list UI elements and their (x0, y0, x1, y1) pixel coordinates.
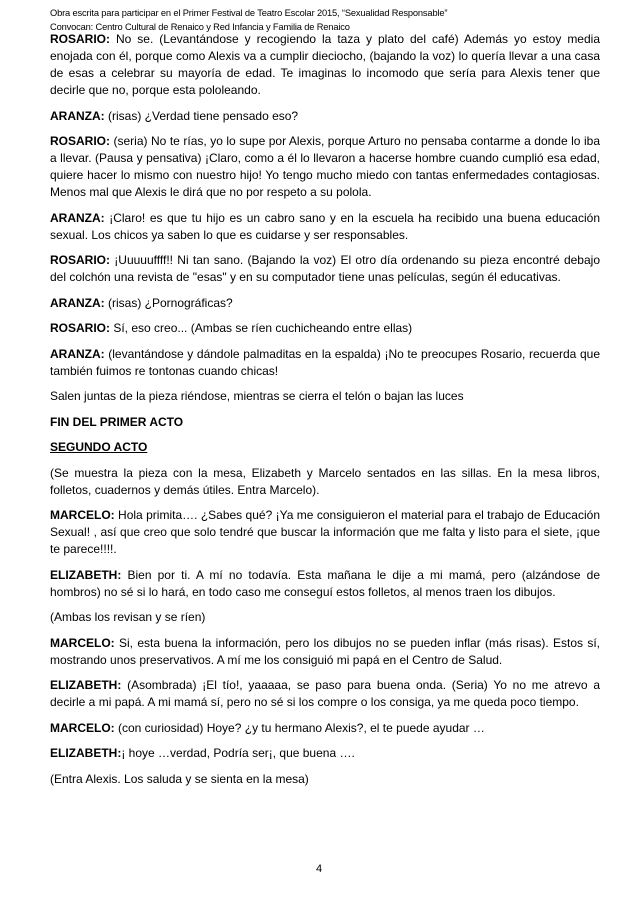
dialogue-line (50, 210, 600, 244)
dialogue-line (50, 346, 600, 380)
speaker-name: ARANZA: (50, 108, 105, 123)
dialogue-line (50, 252, 600, 286)
speaker-name: ELIZABETH: (50, 678, 122, 692)
stage-direction (50, 609, 600, 626)
header-line-1: Obra escrita para participar en el Primer Festival de Teatro Escolar 2015, “Sexualidad Responsable” (50, 8, 448, 18)
speaker-name: ROSARIO: (50, 32, 110, 46)
stage-direction (50, 771, 600, 788)
line-text: Salen juntas de la pieza riéndose, mientras se cierra el telón o bajan las luces (50, 389, 464, 403)
stage-direction (50, 388, 600, 405)
speaker-name: ELIZABETH: (50, 567, 122, 582)
speaker-name: ARANZA: (50, 210, 105, 225)
speaker-name: ROSARIO: (50, 134, 110, 148)
dialogue-line (50, 567, 600, 601)
speaker-name: ROSARIO: (50, 321, 110, 335)
page-header (50, 6, 610, 34)
line-text: Hola primita…. ¿Sabes qué? ¡Ya me consiguieron el material para el trabajo de Educación Sexual! , así que creo que solo tendré que buscar la información que me falta y listo para el siete, ¡que te parece!!!!. (50, 508, 600, 556)
dialogue-line (50, 295, 600, 312)
line-text: (Asombrada) ¡El tío!, yaaaaa, se paso para buena onda. (Seria) Yo no me atrevo a decirle a mi papá. A mi mamá sí, pero no sé si los compre o los consiga, ya me queda poco tiempo. (50, 678, 600, 709)
script-body (50, 31, 600, 796)
stage-direction (50, 465, 600, 499)
line-text: (con curiosidad) Hoye? ¿y tu hermano Alexis?, el te puede ayudar … (114, 720, 485, 735)
line-text: (risas) ¿Verdad tiene pensado eso? (104, 108, 299, 123)
dialogue-line (50, 635, 600, 669)
dialogue-line (50, 108, 600, 125)
line-text: (Se muestra la pieza con la mesa, Elizabeth y Marcelo sentados en las sillas. En la mesa libros, folletos, cuadernos y demás útiles. Entra Marcelo). (50, 465, 600, 497)
header-line-2: Convocan: Centro Cultural de Renaico y Red Infancia y Familia de Renaico (50, 22, 350, 32)
line-text: (Entra Alexis. Los saluda y se sienta en la mesa) (50, 771, 309, 786)
line-text: (risas) ¿Pornográficas? (104, 295, 233, 310)
dialogue-line (50, 320, 600, 337)
line-text: Sí, eso creo... (Ambas se ríen cuchicheando entre ellas) (110, 321, 413, 335)
line-text: Si, esta buena la información, pero los dibujos no se pueden inflar (más risas). Estos sí, mostrando unos preservativos. A mí me los consiguió mi papá en el Centro de Salud. (50, 635, 600, 667)
speaker-name: MARCELO: (50, 635, 115, 650)
line-text: Bien por ti. A mí no todavía. Esta mañana le dije a mi mamá, pero (alzándose de hombros) no sé si lo hará, en todo caso me conseguí estos folletos, al menos traen los dibujos. (50, 567, 600, 599)
line-text: (Ambas los revisan y se ríen) (50, 610, 206, 624)
speaker-name: ROSARIO: (50, 253, 110, 267)
dialogue-line (50, 507, 600, 558)
act-heading: SEGUNDO ACTO (50, 440, 148, 454)
line-text: (seria) No te rías, yo lo supe por Alexis, porque Arturo no pensaba contarme a donde lo iba a llevar. (Pausa y pensativa) ¡Claro, como a él lo llevaron a hacerse hombre cuando cumplió esa edad, quiere hacer lo mismo con nuestro hijo! Yo tengo mucho miedo con tantas enfermedades contagiosas. Menos mal que Alexis le dirá que no por respeto a su polola. (50, 134, 600, 199)
line-text: (levantándose y dándole palmaditas en la espalda) ¡No te preocupes Rosario, recuerda que también fuimos re tontonas cuando chicas! (50, 346, 600, 378)
speaker-name: MARCELO: (50, 720, 115, 735)
page-number: 4 (315, 863, 323, 875)
line-text: ¡Claro! es que tu hijo es un cabro sano y en la escuela ha recibido una buena educación sexual. Los chicos ya saben lo que es cuidarse y ser responsables. (50, 210, 600, 242)
line-text: No se. (Levantándose y recogiendo la taza y plato del café) Además yo estoy media enojada con él, porque como Alexis va a cumplir dieciocho, (bajando la voz) lo quería llevar a una casa de esas a celebrar su mayoría de edad. Te imaginas lo incomodo que sería para Alexis tener que decirle que no, porque esta pololeando. (50, 32, 600, 97)
dialogue-line (50, 133, 600, 201)
speaker-name: MARCELO: (50, 508, 115, 522)
line-text: ¡Uuuuuffff!! Ni tan sano. (Bajando la voz) El otro día ordenando su pieza encontré debajo del colchón una revista de "esas" y en su computador tiene unas películas, según él educativas. (50, 253, 600, 284)
line-text: ¡ hoye …verdad, Podría ser¡, que buena …. (121, 746, 355, 760)
dialogue-line (50, 31, 600, 99)
dialogue-line (50, 720, 600, 737)
dialogue-line (50, 677, 600, 711)
speaker-name: ARANZA: (50, 295, 105, 310)
speaker-name: ARANZA: (50, 346, 105, 361)
act-heading: FIN DEL PRIMER ACTO (50, 414, 184, 429)
speaker-name: ELIZABETH: (50, 746, 122, 760)
dialogue-line (50, 745, 600, 762)
